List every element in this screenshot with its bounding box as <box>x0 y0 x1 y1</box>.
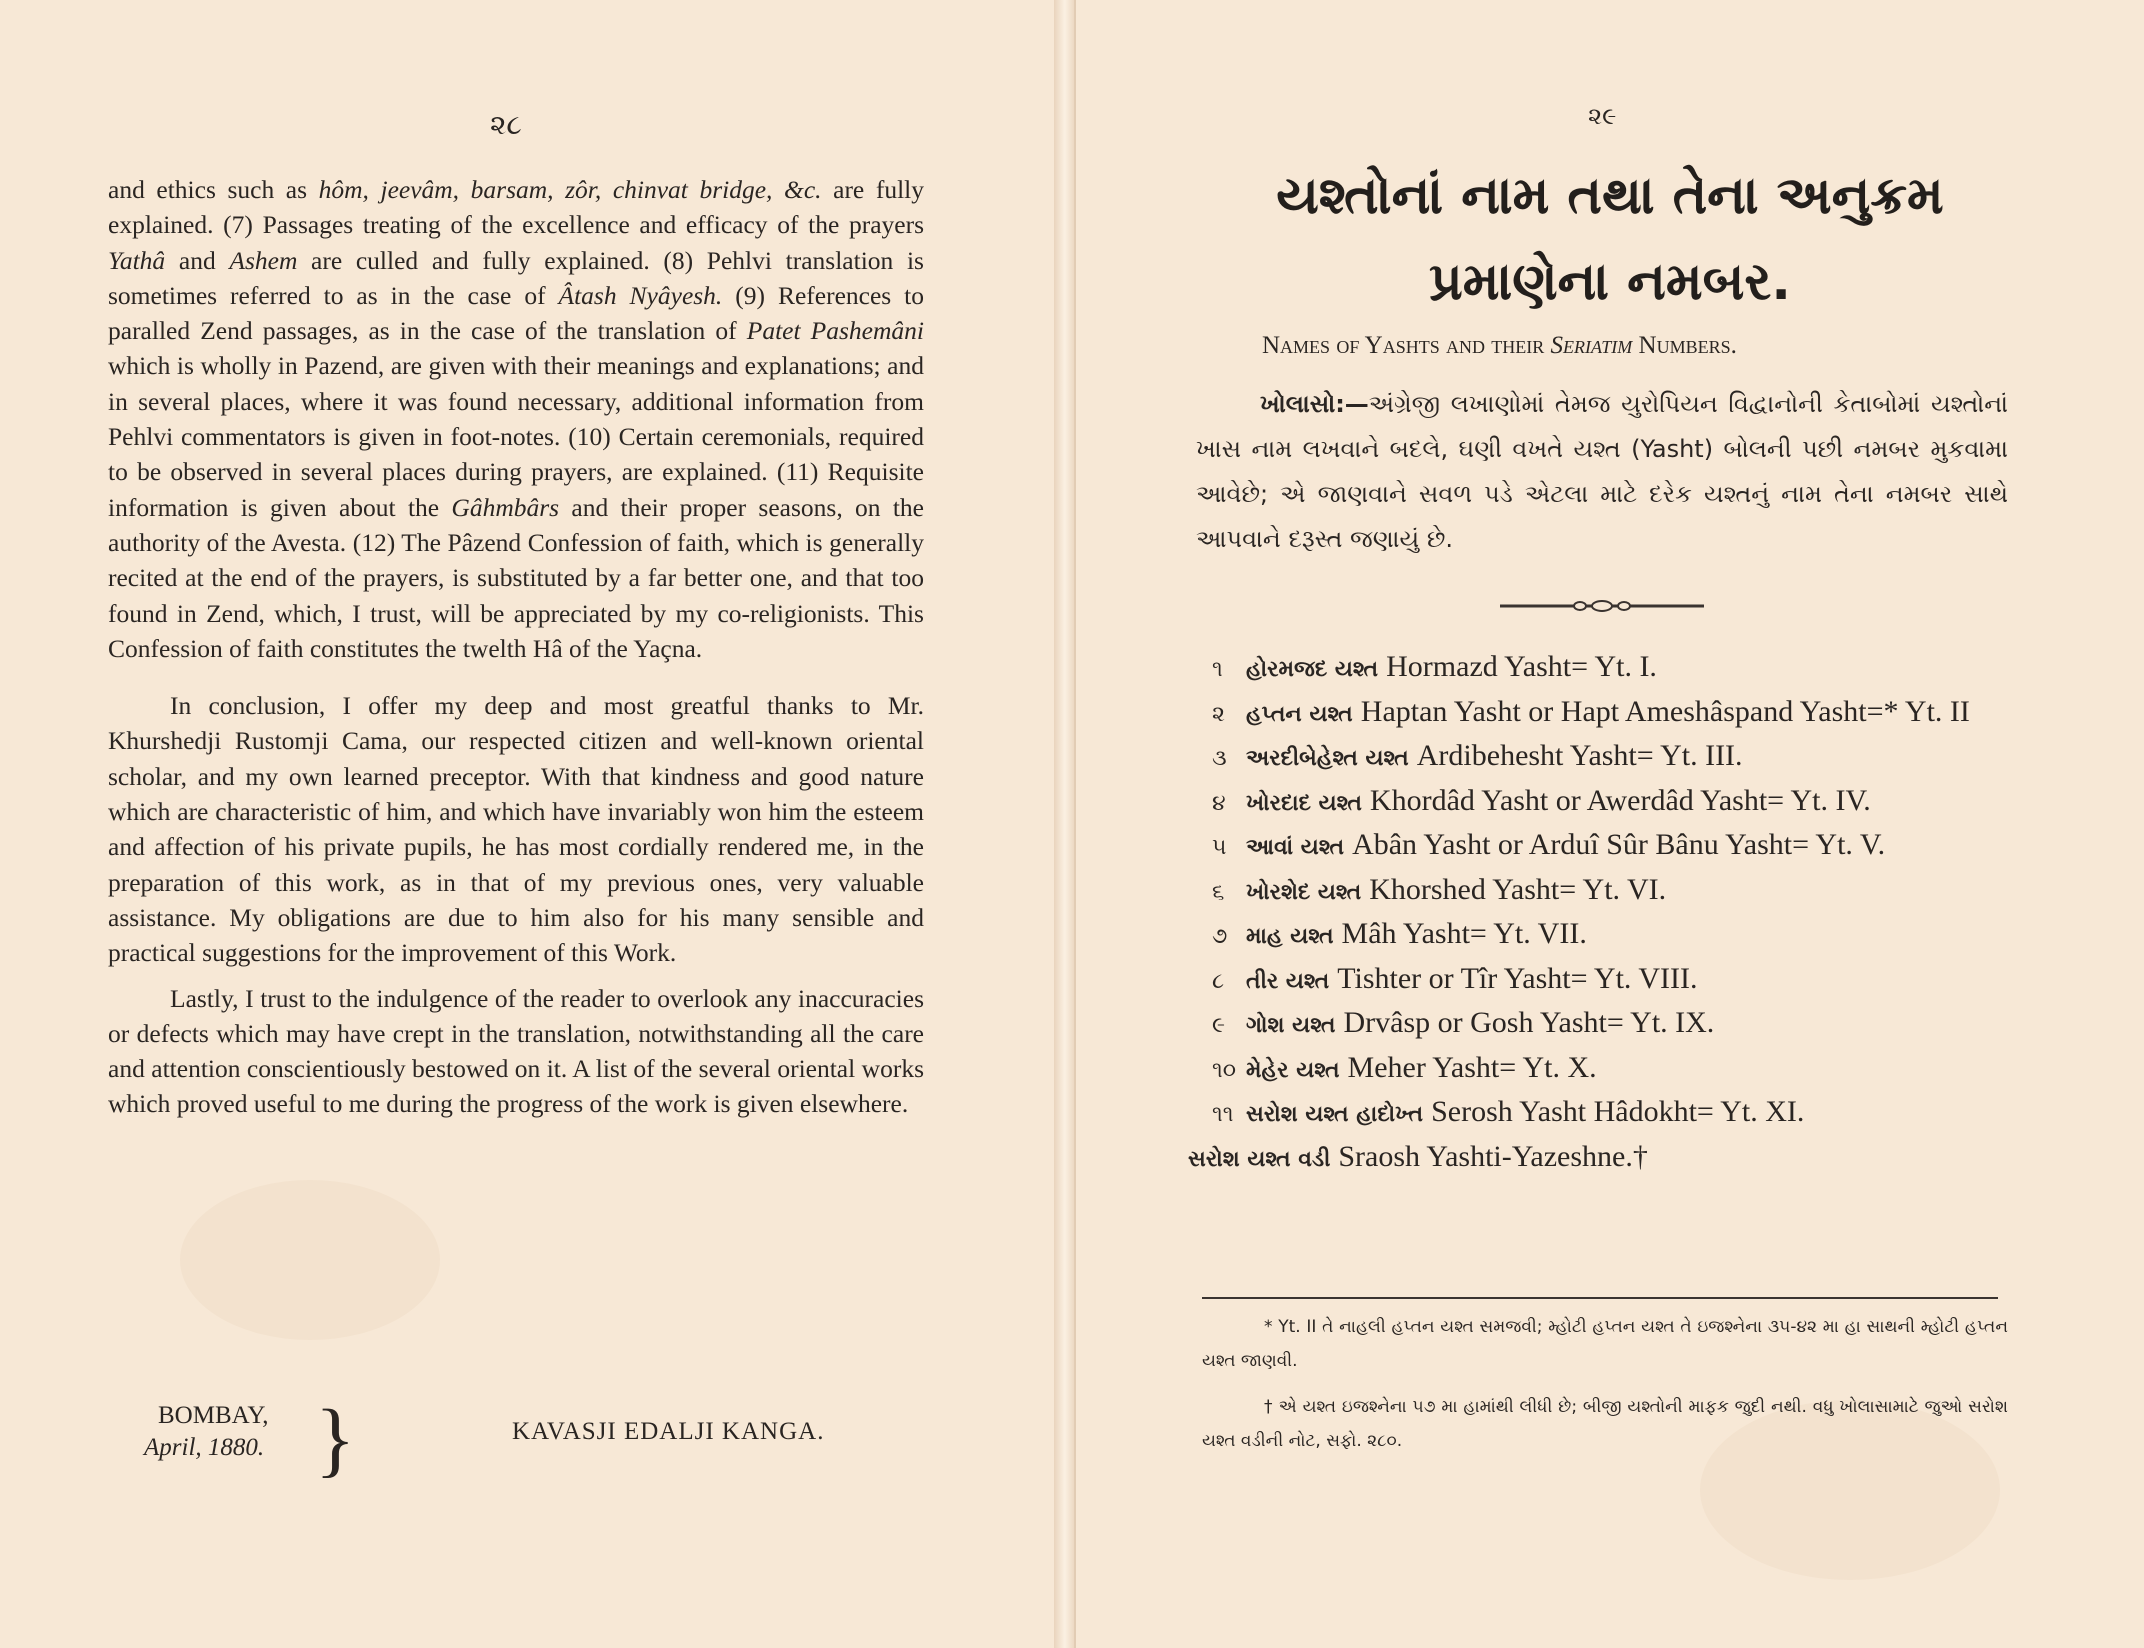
item-gujarati: અરદીબેહેશ્ત યશ્ત <box>1246 746 1409 771</box>
italic-term: Yathâ <box>108 245 166 275</box>
english-subtitle <box>1262 332 1737 360</box>
item-english: Hormazd Yasht= Yt. I. <box>1386 650 1657 683</box>
item-gujarati: ખોરદાદ યશ્ત <box>1246 790 1362 816</box>
italic-term: Âtash Nyâyesh. <box>558 280 723 310</box>
item-english: Khorshed Yasht= Yt. VI. <box>1369 872 1667 906</box>
yasht-list <box>1188 646 2012 1180</box>
list-item <box>1212 1002 2012 1047</box>
item-english: Khordâd Yasht or Awerdâd Yasht= Yt. IV. <box>1369 783 1871 817</box>
item-number: ૧૦ <box>1212 1057 1237 1083</box>
right-page-number: ૨૯ <box>1588 104 1617 130</box>
list-item <box>1212 1091 2012 1136</box>
list-item-continuation <box>1188 1136 2012 1181</box>
item-gujarati: ખોરશેદ યશ્ત <box>1246 879 1362 905</box>
item-number: ૯ <box>1212 1013 1226 1038</box>
item-english: Meher Yasht= Yt. X. <box>1347 1050 1597 1084</box>
item-number: ૧૧ <box>1212 1102 1234 1127</box>
left-page-number: ૨૮ <box>490 110 522 141</box>
paragraph-conclusion: In conclusion, I offer my deep and most greatful thanks to Mr. Khurshedji Rustomji Cama, our respected citizen and well-known oriental scholar, and my own learned preceptor. With that kindness and good nature which are characteristic of him, and which have invariably won him the esteem and affection of his private pupils, he has most cordially rendered me, in the preparation of this work, as in that of my previous ones, very valuable assistance. My obligations are due to him also for his many sensible and practical suggestions for the improvement of this Work. <box>108 691 924 968</box>
item-gujarati: હપ્તન યશ્ત <box>1246 701 1353 727</box>
item-english: Serosh Yasht Hâdokht= Yt. XI. <box>1431 1095 1805 1128</box>
list-item <box>1212 735 2012 780</box>
item-gujarati: હોરમજદ યશ્ત <box>1246 657 1379 682</box>
footnote-2: † એ યશ્ત ઇજશ્નેના ૫૭ મા હામાંથી લીધી છે; બીજી યશ્તોની માફક જુદી નથી. વધુ ખોલાસામાટે જુઓ સરોશ યશ્ત વડીની નોટ, સફો. ૨૮૦. <box>1202 1397 2008 1451</box>
list-item <box>1212 691 2012 736</box>
italic-term: Patet Pashemâni <box>746 316 924 346</box>
note-body: અંગ્રેજી લખાણોમાં તેમજ યુરોપિયન વિદ્વાનોની કેતાબોમાં યશ્તોનાં ખાસ નામ લખવાને બદલે, ઘણી વખતે યશ્ત (Yasht) બોલની પછી નમબર મુકવામા આવેછે; એ જાણવાને સવળ પડે એટલા માટે દરેક યશ્તનું નામ તેના નમબર સાથે આપવાને દરૂસ્ત જણાયું છે. <box>1196 390 2008 553</box>
paragraph-contents <box>108 172 924 666</box>
item-number: ૭ <box>1212 924 1228 949</box>
item-number: ૧ <box>1212 657 1223 682</box>
italic-term: Gâhmbârs <box>451 492 560 522</box>
signature-author: KAVASJI EDALJI KANGA. <box>512 1418 825 1445</box>
list-item <box>1212 1047 2012 1092</box>
italic-terms: hôm, jeevâm, barsam, zôr, chinvat bridge, &c. <box>318 175 822 204</box>
item-number: ૫ <box>1212 835 1227 860</box>
item-number: ૮ <box>1212 968 1225 994</box>
paragraph-lastly: Lastly, I trust to the indulgence of the reader to overlook any inaccuracies or defects which may have crept in the translation, notwithstanding all the care and attention conscientiously bestowed on it. A list of the several oriental works which proved useful to me during the progress of the work is given elsewhere. <box>108 983 924 1119</box>
item-gujarati: સરોશ યશ્ત વડી <box>1188 1146 1331 1172</box>
item-gujarati: માહ યશ્ત <box>1246 924 1334 949</box>
list-item <box>1212 646 2012 691</box>
item-gujarati: ગોશ યશ્ત <box>1246 1013 1336 1038</box>
text-run: (9) References to paralled Zend passages, as in the case of the translation of <box>108 280 924 346</box>
brace: } <box>315 1393 356 1486</box>
item-gujarati: તીર યશ્ત <box>1246 968 1330 994</box>
item-gujarati: આવાં યશ્ત <box>1246 835 1345 860</box>
left-body-text <box>108 172 924 1122</box>
list-item <box>1212 780 2012 825</box>
item-gujarati: સરોશ યશ્ત હાદોખ્ત <box>1246 1102 1424 1127</box>
item-english: Haptan Yasht or Hapt Ameshâspand Yasht=* Yt. II <box>1360 694 1970 728</box>
footnote-1: * Yt. II તે નાહલી હપ્તન યશ્ત સમજવી; મ્હોટી હપ્તન યશ્ત તે ઇજશ્નેના ૩૫-૪૨ મા હા સાથની મ્હોટી હપ્તન યશ્ત જાણવી. <box>1202 1317 2008 1371</box>
note-lead: ખોલાસો:— <box>1260 390 1369 418</box>
list-item <box>1212 913 2012 958</box>
footnote-rule <box>1202 1297 1998 1299</box>
item-number: ૨ <box>1212 701 1225 727</box>
text-run: and <box>165 245 230 275</box>
text-run: are culled and fully explained. (8) Pehlvi translation is sometimes referred to as in the case of <box>108 245 924 310</box>
item-english: Abân Yasht or Arduî Sûr Bânu Yasht= Yt. V. <box>1352 828 1886 861</box>
list-item <box>1212 869 2012 914</box>
italic-term: Seriatim <box>1550 332 1633 359</box>
item-english: Drvâsp or Gosh Yasht= Yt. IX. <box>1343 1006 1715 1039</box>
item-english: Mâh Yasht= Yt. VII. <box>1341 917 1587 950</box>
paper-stain <box>180 1180 440 1340</box>
item-gujarati: મેહેર યશ્ત <box>1246 1057 1340 1083</box>
item-english: Sraosh Yashti-Yazeshne.† <box>1338 1139 1648 1173</box>
text-run: Numbers. <box>1632 332 1737 359</box>
signature-date: April, 1880. <box>144 1434 265 1461</box>
gujarati-title-line2: પ્રમાણેના નમબર. <box>1429 252 1791 312</box>
text-run: Names of Yashts and their <box>1262 332 1551 359</box>
italic-term: Ashem <box>229 245 298 275</box>
list-item <box>1212 958 2012 1003</box>
text-run: which is wholly in Pazend, are given with their meanings and explanations; and in several places, where it was found necessary, additional information from Pehlvi commentators is given in foot-notes. (10) Certain ceremonials, required to be observed in several places during prayers, are explained. (11) Requisite information is given about the <box>108 351 924 522</box>
item-number: ૪ <box>1212 790 1226 816</box>
item-english: Ardibehesht Yasht= Yt. III. <box>1416 739 1743 772</box>
explanatory-note <box>1196 382 2008 562</box>
text-run: are fully explained. (7) Passages treating of the excellence and efficacy of the prayers <box>108 175 924 240</box>
text-run: and their proper seasons, on the authority of the Avesta. (12) The Pâzend Confession of faith, which is generally recited at the end of the prayers, is substituted by a far better one, and that too found in Zend, which, I trust, will be appreciated by my co-religionists. This Confession of faith constitutes the twelth Hâ of the Yaçna. <box>108 492 924 663</box>
item-number: ૩ <box>1212 746 1227 771</box>
text-run: and ethics such as <box>108 175 319 204</box>
item-number: ૬ <box>1212 879 1225 905</box>
item-english: Tishter or Tîr Yasht= Yt. VIII. <box>1337 961 1698 995</box>
list-item <box>1212 824 2012 869</box>
ornament-divider <box>1500 600 1704 612</box>
gujarati-title-line1: યશ્તોનાં નામ તથા તેના અનુક્રમ <box>1276 166 1944 226</box>
signature-place: BOMBAY, <box>158 1402 269 1429</box>
